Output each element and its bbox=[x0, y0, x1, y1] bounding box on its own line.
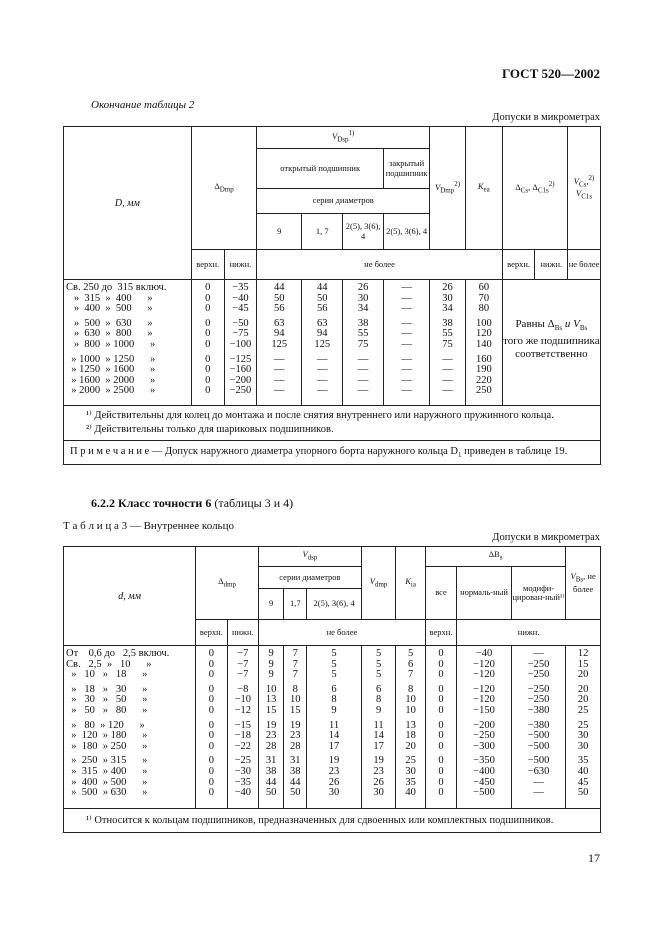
t2-footnotes: ¹⁾ Действительны для колец до монтажа и после снятия внутреннего или наружного пружинного кольца. ²⁾ Действительны только для шариковых подшипников. bbox=[64, 406, 601, 441]
t2-th-upper2: верхн. bbox=[502, 250, 535, 280]
t2-note: П р и м е ч а н и е — Допуск наружного диаметра упорного борта наружного кольца $D_1$ приведен в таблице 19. bbox=[64, 441, 601, 465]
t3-th-vbs: $V_{Bs}$, не более bbox=[566, 547, 601, 620]
table2-units: Допуски в микрометрах bbox=[492, 112, 600, 123]
t2-th-sclosed: 2(5), 3(6), 4 bbox=[384, 214, 430, 250]
t3-th-vdsp: $V_{dsp}$ bbox=[259, 547, 362, 567]
t3-th-s17: 1,7 bbox=[284, 589, 307, 620]
t3-th-vdmp: $V_{dmp}$ bbox=[361, 547, 396, 620]
t2-equal-note: Равны $\Delta_{Bs}$ и $V_{Bs}$ того же подшипника соответственно bbox=[502, 280, 600, 406]
t3-col-25: 5 5 5 6 8 9 11 14 17 19 23 26 30 bbox=[307, 646, 362, 809]
t3-col-vdmp: 5 5 5 6 8 9 11 14 17 19 23 26 30 bbox=[361, 646, 396, 809]
table-row bbox=[64, 280, 601, 406]
t3-col-up: 0 0 0 0 0 0 0 0 0 0 0 0 0 bbox=[196, 646, 227, 809]
t2-col-lo: −35 −40 −45 −50 −75 −100 −125 −160 −200 −250 bbox=[224, 280, 257, 406]
t2-col-up: 0 0 0 0 0 0 0 0 0 0 bbox=[191, 280, 224, 406]
t2-th-vdmp: $V_{Dmp}^{2)}$ bbox=[430, 127, 466, 250]
t2-th-open: открытый подшипник bbox=[257, 149, 384, 189]
table-row bbox=[64, 646, 601, 809]
t2-th-notmore2: не более bbox=[568, 250, 601, 280]
t3-th-normal: нормаль-ный bbox=[457, 567, 512, 620]
t3-col-9: 9 9 9 10 13 15 19 23 28 31 38 44 50 bbox=[259, 646, 284, 809]
t3-col-normal: −40 −120 −120 −120 −120 −150 −200 −250 −300 −350 −400 −450 −500 bbox=[457, 646, 512, 809]
t2-th-vdsp: $V_{Dsp}^{1)}$ bbox=[257, 127, 430, 149]
t2-col-vdmp: 26 30 34 38 55 75 — — — — bbox=[430, 280, 466, 406]
t3-th-s9: 9 bbox=[259, 589, 284, 620]
table3-units: Допуски в микрометрах bbox=[492, 532, 600, 543]
t2-th-upper: верхн. bbox=[191, 250, 224, 280]
t2-th-dcs: $\Delta_{Cs}$, $\Delta_{C1s}^{2)}$ bbox=[502, 127, 567, 250]
t2-th-series: серии диаметров bbox=[257, 189, 430, 214]
t3-col-lo: −7 −7 −7 −8 −10 −12 −15 −18 −22 −25 −30 −35 −40 bbox=[227, 646, 258, 809]
t2-col-17: 44 50 56 63 94 125 — — — — bbox=[302, 280, 343, 406]
t3-col-all: 0 0 0 0 0 0 0 0 0 0 0 0 0 bbox=[425, 646, 456, 809]
t2-col-25: 26 30 34 38 55 75 — — — — bbox=[343, 280, 384, 406]
table2-continuation-title: Окончание таблицы 2 bbox=[91, 99, 195, 111]
t3-col-d: От 0,6 до 2,5 включ. Св. 2,5 » 10 » » 10 » 18 » » 18 » 30 » » 30 » 50 » » 50 » 80 » » 80 » 120 » » 120 » 180 » » 180 » 250 » » 250 » 315 » » 315 » 400 » » 400 » 500 » » 500 » 630 » bbox=[64, 646, 196, 809]
t3-col-vbs: 12 15 20 20 20 25 25 30 30 35 40 45 50 bbox=[566, 646, 601, 809]
t2-col-d: Св. 250 до 315 включ. » 315 » 400 » » 400 » 500 » » 500 » 630 » » 630 » 800 » » 800 » 1000 » » 1000 » 1250 » » 1250 » 1600 » » 1600 » 2000 » » 2000 » 2500 » bbox=[64, 280, 192, 406]
t3-th-lower2: нижн. bbox=[457, 620, 601, 646]
t2-th-d: D, мм bbox=[64, 127, 192, 280]
t3-col-modified: — −250 −250 −250 −250 −380 −380 −500 −500 −500 −630 — — bbox=[511, 646, 566, 809]
t3-th-s25: 2(5), 3(6), 4 bbox=[307, 589, 362, 620]
t3-col-17: 7 7 7 8 10 15 19 23 28 31 38 44 50 bbox=[284, 646, 307, 809]
t2-th-delta-dmp: $\Delta_{Dmp}$ bbox=[191, 127, 256, 250]
t3-th-upper: верхн. bbox=[196, 620, 227, 646]
t3-th-series: серии диаметров bbox=[259, 567, 362, 589]
t2-col-closed: — — — — — — — — — — bbox=[384, 280, 430, 406]
t2-th-vcs: $V_{Cs},^{2)}$ $V_{C1s}$ bbox=[568, 127, 601, 250]
t3-footnote: ¹⁾ Относится к кольцам подшипников, предназначенных для сдвоенных или комплектных подшипников. bbox=[64, 809, 601, 833]
section-heading: 6.2.2 Класс точности 6 (таблицы 3 и 4) bbox=[91, 496, 294, 510]
t2-th-s25: 2(5), 3(6), 4 bbox=[343, 214, 384, 250]
t3-th-kia: $K_{ia}$ bbox=[396, 547, 425, 620]
t2-th-s9: 9 bbox=[257, 214, 302, 250]
t2-col-9: 44 50 56 63 94 125 — — — — bbox=[257, 280, 302, 406]
standard-header: ГОСТ 520—2002 bbox=[501, 66, 600, 81]
table3-title: Т а б л и ц а 3 — Внутреннее кольцо bbox=[63, 520, 234, 532]
t2-th-closed: закрытый подшипник bbox=[384, 149, 430, 189]
t3-th-notmore: не более bbox=[259, 620, 426, 646]
t3-col-kia: 5 6 7 8 10 10 13 18 20 25 30 35 40 bbox=[396, 646, 425, 809]
t3-th-d: d, мм bbox=[64, 547, 196, 646]
t2-th-s17: 1, 7 bbox=[302, 214, 343, 250]
t2-th-kea: $K_{ea}$ bbox=[465, 127, 502, 250]
t2-col-kea: 60 70 80 100 120 140 160 190 220 250 bbox=[465, 280, 502, 406]
t3-th-dbs: $\Delta B_s$ bbox=[425, 547, 566, 567]
t3-th-all: все bbox=[425, 567, 456, 620]
t2-th-notmore: не более bbox=[257, 250, 502, 280]
page-number: 17 bbox=[588, 851, 600, 865]
table2-final bbox=[63, 126, 601, 465]
t3-th-upper2: верхн. bbox=[425, 620, 456, 646]
t2-th-lower: нижн. bbox=[224, 250, 257, 280]
t3-th-delta: $\Delta_{dmp}$ bbox=[196, 547, 259, 620]
t3-th-modified: модифи-цирован-ный¹⁾ bbox=[511, 567, 566, 620]
t3-th-lower: нижн. bbox=[227, 620, 258, 646]
table3 bbox=[63, 546, 601, 833]
t2-th-lower2: нижн. bbox=[535, 250, 568, 280]
